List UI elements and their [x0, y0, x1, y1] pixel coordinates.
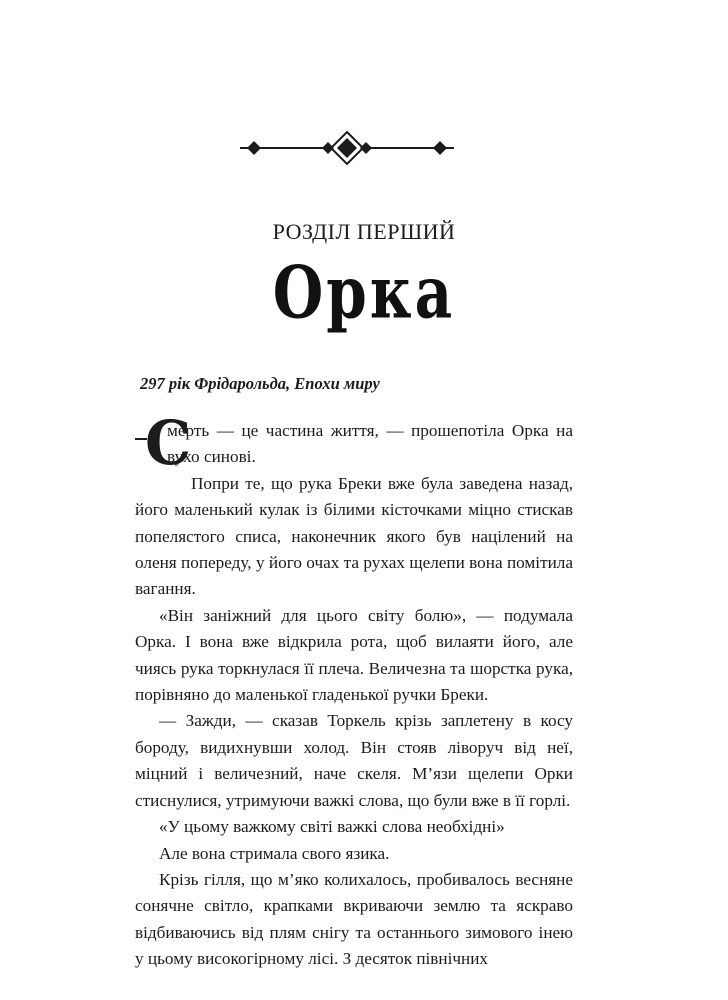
paragraph: Крізь гілля, що м’яко колихалось, пробивалось весняне сонячне світло, крапками вкриваючи землю та яскраво відбиваючись від плям снігу та останнього зимового інею у цьому високогірному лісі. З десяток північних [135, 869, 573, 969]
paragraph: «Він заніжний для цього світу болю», — подумала Орка. І вона вже відкрила рота, щоб вилаяти його, але чиясь рука торкнулася її плеча. Величезна та шорстка рука, порівняно до маленької гладенької ручки Бреки. [135, 605, 573, 705]
paragraph [135, 407, 573, 479]
body-text [135, 407, 573, 973]
chapter-ornament [232, 128, 462, 168]
epigraph: 297 рік Фрідарольда, Епохи миру [140, 374, 380, 393]
paragraph: «У цьому важкому світі важкі слова необхідні» [159, 817, 505, 837]
chapter-label: РОЗДІЛ ПЕРШИЙ [272, 219, 456, 244]
paragraph: Попри те, що рука Бреки вже була заведена назад, його маленький кулак із білими кісточками міцно стискав попелястого списа, наконечник якого був націлений на оленя попереду, у його очах та рухах щелепи вона помітила вагання. [135, 473, 573, 599]
chapter-title: Орка [272, 250, 456, 335]
paragraph: Але вона стримала свого язика. [159, 843, 390, 863]
paragraph: — Зажди, — сказав Торкель крізь заплетену в косу бороду, видихнувши холод. Він стояв ліворуч від неї, міцний і величезний, наче скеля. М’язи щелепи Орки стиснулися, утримуючи важкі слова, що були вже в її горлі. [135, 711, 573, 810]
dropcap-letter: С [145, 407, 192, 479]
dropcap [135, 407, 192, 479]
paragraph-text: мерть — це частина життя, — прошепотіла Орка на вухо синові. [167, 421, 573, 467]
